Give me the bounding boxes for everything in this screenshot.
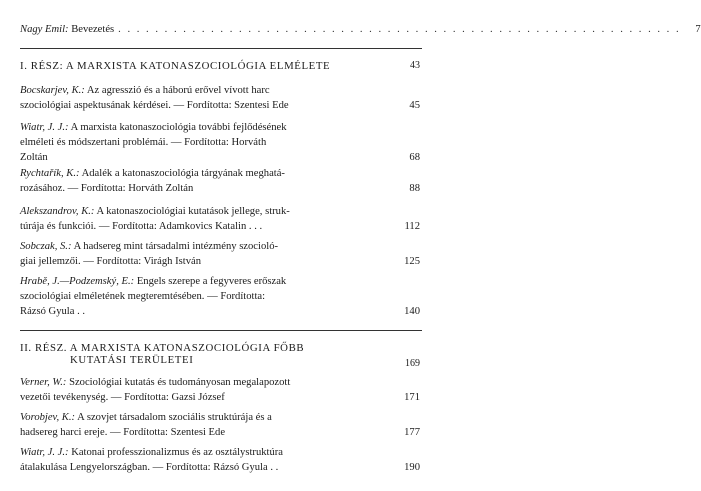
page-number: 68	[409, 152, 420, 163]
toc-entry	[20, 410, 420, 440]
divider	[20, 330, 422, 331]
toc-line	[20, 166, 420, 181]
page-number: 45	[409, 100, 420, 111]
entry-title: szociológiai elméletének megteremtésében. — Fordította:	[20, 291, 266, 302]
entry-title: Rázsó Gyula . .	[20, 306, 86, 317]
part-title-line2	[20, 354, 420, 366]
part-title: KUTATÁSI TERÜLETEI	[70, 354, 194, 366]
entry-title: giai jellemzői. — Fordította: Virágh István	[20, 256, 201, 267]
toc-line	[20, 460, 420, 475]
toc-entry-text	[20, 22, 114, 37]
toc-line	[20, 181, 420, 196]
toc-line	[20, 445, 420, 460]
entry-title: Engels szerepe a fegyveres erőszak	[136, 276, 287, 287]
entry-title: A katonaszociológiai kutatások jellege, struk-	[96, 206, 290, 217]
toc-line	[20, 254, 420, 269]
toc-entry-intro	[20, 22, 701, 37]
toc-line	[20, 304, 420, 319]
page-number: 88	[409, 183, 420, 194]
author-name: Wiatr, J. J.:	[20, 447, 69, 458]
author-name: Rychtařík, K.:	[20, 168, 80, 179]
entry-title: vezetői tevékenység. — Fordította: Gazsi József	[20, 392, 225, 403]
toc-line	[20, 390, 420, 405]
toc-line	[20, 425, 420, 440]
part-heading-1	[20, 60, 420, 72]
toc-line	[20, 22, 701, 37]
toc-line	[20, 289, 420, 304]
divider	[20, 48, 422, 49]
toc-entry	[20, 120, 420, 165]
toc-line	[20, 375, 420, 390]
toc-line	[20, 120, 420, 135]
part-title: I. RÉSZ: A MARXISTA KATONASZOCIOLÓGIA ELMÉLETE	[20, 60, 331, 72]
toc-entry	[20, 375, 420, 405]
toc-entry	[20, 166, 420, 196]
author-name: Verner, W.:	[20, 377, 67, 388]
page-number: 112	[404, 221, 420, 232]
toc-line	[20, 150, 420, 165]
page-number: 171	[404, 392, 420, 403]
page-number: 169	[405, 358, 420, 369]
page-number: 43	[410, 60, 420, 71]
author-name: Nagy Emil:	[20, 24, 69, 35]
entry-title: Az agresszió és a háború erővel vívott harc	[86, 85, 270, 96]
entry-title: Bevezetés	[71, 24, 115, 35]
entry-title: átalakulása Lengyelországban. — Fordította: Rázsó Gyula . .	[20, 462, 279, 473]
page-number: 7	[695, 24, 701, 35]
toc-line	[20, 135, 420, 150]
entry-title: szociológiai aspektusának kérdései. — Fordította: Szentesi Ede	[20, 100, 289, 111]
toc-line	[20, 274, 420, 289]
author-name: Bocskarjev, K.:	[20, 85, 85, 96]
entry-title: A szovjet társadalom szociális struktúrája és a	[77, 412, 272, 423]
author-name: Hrabě, J.—Podzemský, E.:	[20, 276, 135, 287]
toc-entry	[20, 445, 420, 475]
entry-title: Zoltán	[20, 152, 48, 163]
entry-title: A hadsereg mint társadalmi intézmény szocioló-	[73, 241, 279, 252]
entry-title: rozásához. — Fordította: Horváth Zoltán	[20, 183, 194, 194]
entry-title: hadsereg harci ereje. — Fordította: Szentesi Ede	[20, 427, 226, 438]
part-title: II. RÉSZ. A MARXISTA KATONASZOCIOLÓGIA FŐBB	[20, 342, 305, 354]
author-name: Sobczak, S.:	[20, 241, 72, 252]
page-number: 125	[404, 256, 420, 267]
entry-title: Szociológiai kutatás és tudományosan megalapozott	[69, 377, 291, 388]
toc-entry	[20, 204, 420, 234]
page-number: 190	[404, 462, 420, 473]
toc-line	[20, 219, 420, 234]
page-number: 140	[404, 306, 420, 317]
part-heading-2	[20, 342, 420, 369]
author-name: Vorobjev, K.:	[20, 412, 76, 423]
toc-entry	[20, 274, 420, 319]
toc-line	[20, 98, 420, 113]
toc-line	[20, 83, 420, 98]
toc-entry	[20, 239, 420, 269]
author-name: Wiatr, J. J.:	[20, 122, 69, 133]
page-number: 177	[404, 427, 420, 438]
entry-title: elméleti és módszertani problémái. — Fordította: Horváth	[20, 137, 267, 148]
entry-title: A marxista katonaszociológia további fejlődésének	[70, 122, 287, 133]
entry-title: Katonai professzionalizmus és az osztálystruktúra	[71, 447, 284, 458]
author-name: Alekszandrov, K.:	[20, 206, 95, 217]
entry-title: Adalék a katonaszociológia tárgyának meghatá-	[81, 168, 285, 179]
toc-entry	[20, 83, 420, 113]
toc-line	[20, 239, 420, 254]
entry-title: túrája és funkciói. — Fordította: Adamkovics Katalin . . .	[20, 221, 263, 232]
toc-line	[20, 204, 420, 219]
toc-line	[20, 410, 420, 425]
dot-leader	[118, 22, 680, 37]
